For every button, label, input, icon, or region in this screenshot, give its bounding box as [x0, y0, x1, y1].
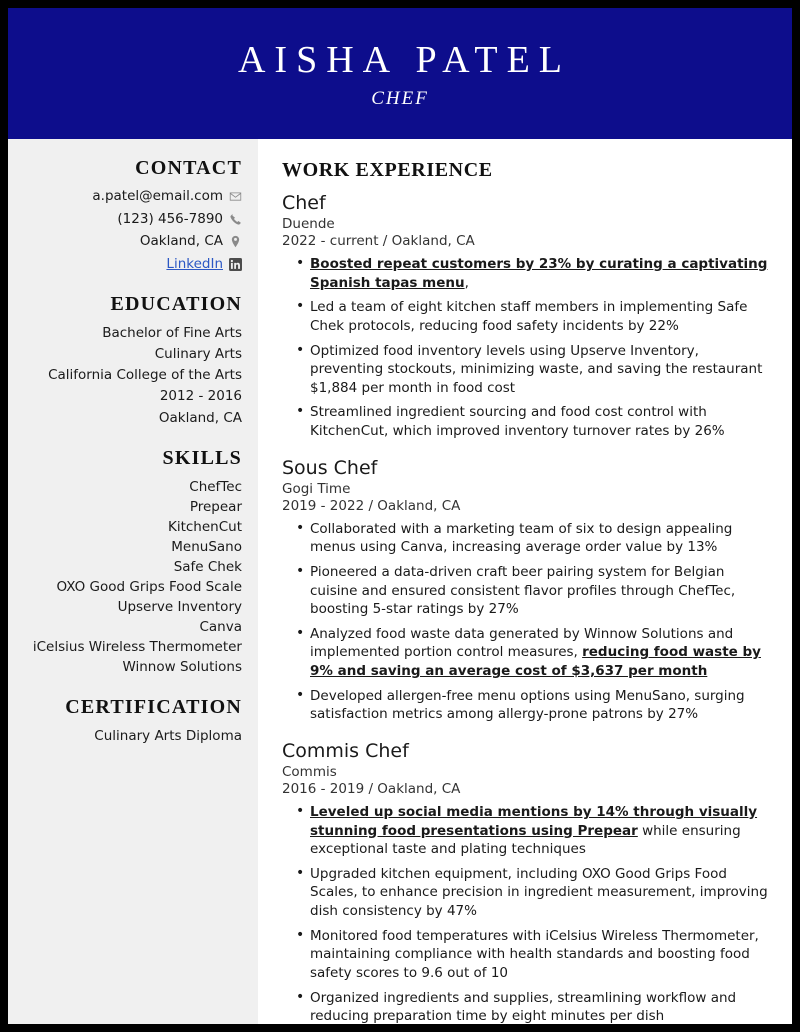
work-experience-heading: WORK EXPERIENCE: [282, 159, 493, 181]
contact-item-text: a.patel@email.com: [92, 188, 223, 204]
email-icon: [229, 190, 242, 203]
bullet-highlight: reducing food waste by 9% and saving an average cost of $3,637 per month: [310, 644, 761, 679]
job-bullet: • Monitored food temperatures with iCelsius Wireless Thermometer, maintaining compliance with health standards and boosting food safety scores to 9.6 out of 10: [300, 927, 772, 983]
linkedin-icon: [229, 258, 242, 271]
job-meta: 2016 - 2019 / Oakland, CA: [282, 780, 461, 797]
contact-item: [14, 211, 242, 229]
job-company: Duende: [282, 216, 335, 232]
skill-item: Upserve Inventory: [117, 599, 242, 616]
education-line: Oakland, CA: [158, 409, 242, 426]
skill-item: ChefTec: [189, 478, 242, 495]
job-bullet: • Leveled up social media mentions by 14% through visually stunning food presentations using Prepear while ensuring exceptional taste and plating techniques: [300, 803, 772, 859]
job-bullets: [282, 520, 772, 724]
job-bullet: • Boosted repeat customers by 23% by curating a captivating Spanish tapas menu,: [300, 255, 772, 292]
resume-page: [8, 8, 792, 1024]
skill-item: OXO Good Grips Food Scale: [56, 578, 242, 595]
certification-section: [14, 696, 242, 745]
contact-item: [14, 233, 242, 251]
bullet-highlight: Boosted repeat customers by 23% by curating a captivating Spanish tapas menu: [310, 256, 768, 291]
job-title: Chef: [282, 192, 326, 214]
contact-heading: CONTACT: [135, 157, 242, 179]
job-entry: [282, 192, 772, 441]
job-meta: 2019 - 2022 / Oakland, CA: [282, 497, 461, 514]
job-bullet: • Pioneered a data-driven craft beer pairing system for Belgian cuisine and ensured consistent flavor profiles through ChefTec, boosting 5-star ratings by 27%: [300, 563, 772, 619]
education-heading: EDUCATION: [110, 293, 242, 316]
education-line: Bachelor of Fine Arts: [102, 325, 242, 342]
skill-item: Prepear: [189, 498, 242, 515]
job-list: [282, 192, 772, 1024]
job-bullet: • Optimized food inventory levels using Upserve Inventory, preventing stockouts, minimizing waste, and saving the restaurant $1,884 per month in food cost: [300, 342, 772, 398]
contact-item: [14, 188, 242, 206]
certification-list: [14, 727, 242, 745]
skills-section: [14, 447, 242, 677]
candidate-name: AISHA PATEL: [237, 38, 572, 81]
skills-list: [14, 478, 242, 677]
job-meta: 2022 - current / Oakland, CA: [282, 233, 475, 249]
contact-list: [14, 188, 242, 273]
job-bullets: [282, 803, 772, 1024]
skill-item: MenuSano: [171, 538, 242, 555]
contact-item[interactable]: [14, 256, 242, 274]
candidate-role: CHEF: [371, 87, 429, 109]
job-bullet: • Analyzed food waste data generated by Winnow Solutions and implemented portion control measures, reducing food waste by 9% and saving an average cost of $3,637 per month: [300, 625, 772, 681]
contact-item-text[interactable]: [166, 256, 223, 274]
job-company: Commis: [282, 763, 337, 780]
job-bullet: • Organized ingredients and supplies, streamlining workflow and reducing preparation time by eight minutes per dish: [300, 989, 772, 1025]
contact-section: [14, 157, 242, 273]
job-title: Commis Chef: [282, 739, 409, 762]
bullet-highlight: Leveled up social media mentions by 14% through visually stunning food presentations using Prepear: [310, 803, 758, 839]
contact-item-text: (123) 456-7890: [117, 210, 223, 227]
job-bullet: • Streamlined ingredient sourcing and food cost control with KitchenCut, which improved inventory turnover rates by 26%: [300, 403, 772, 440]
resume-header: [8, 8, 792, 139]
resume-body: [8, 139, 792, 1024]
main-column: [258, 139, 792, 1024]
location-pin-icon: [229, 235, 242, 248]
skill-item: Winnow Solutions: [122, 659, 242, 676]
job-bullet: • Developed allergen-free menu options using MenuSano, surging satisfaction metrics among allergy-prone patrons by 27%: [300, 687, 772, 724]
education-line: 2012 - 2016: [159, 388, 242, 405]
education-line: Culinary Arts: [154, 346, 242, 363]
skill-item: Safe Chek: [173, 558, 242, 575]
job-entry: [282, 740, 772, 1024]
sidebar: [8, 139, 258, 1024]
certification-heading: CERTIFICATION: [65, 696, 242, 719]
job-bullet: • Upgraded kitchen equipment, including OXO Good Grips Food Scales, to enhance precision in ingredient measurement, improving dish consistency by 47%: [300, 865, 772, 921]
certification-item: Culinary Arts Diploma: [94, 728, 242, 745]
job-title: Sous Chef: [282, 456, 378, 479]
skills-heading: SKILLS: [162, 446, 242, 469]
job-bullets: [282, 255, 772, 441]
phone-icon: [229, 213, 242, 226]
skill-item: Canva: [199, 619, 242, 636]
job-bullet: • Collaborated with a marketing team of six to design appealing menus using Canva, increasing average order value by 13%: [300, 520, 772, 557]
education-section: [14, 293, 242, 426]
job-entry: [282, 457, 772, 724]
contact-item-text: Oakland, CA: [139, 233, 223, 250]
skill-item: iCelsius Wireless Thermometer: [32, 639, 242, 656]
job-bullet: • Led a team of eight kitchen staff members in implementing Safe Chek protocols, reducing food safety incidents by 22%: [300, 298, 772, 335]
linkedin-link[interactable]: LinkedIn: [166, 255, 223, 272]
job-company: Gogi Time: [282, 480, 351, 497]
education-line: California College of the Arts: [48, 367, 242, 384]
skill-item: KitchenCut: [167, 518, 242, 535]
education-list: [14, 324, 242, 426]
